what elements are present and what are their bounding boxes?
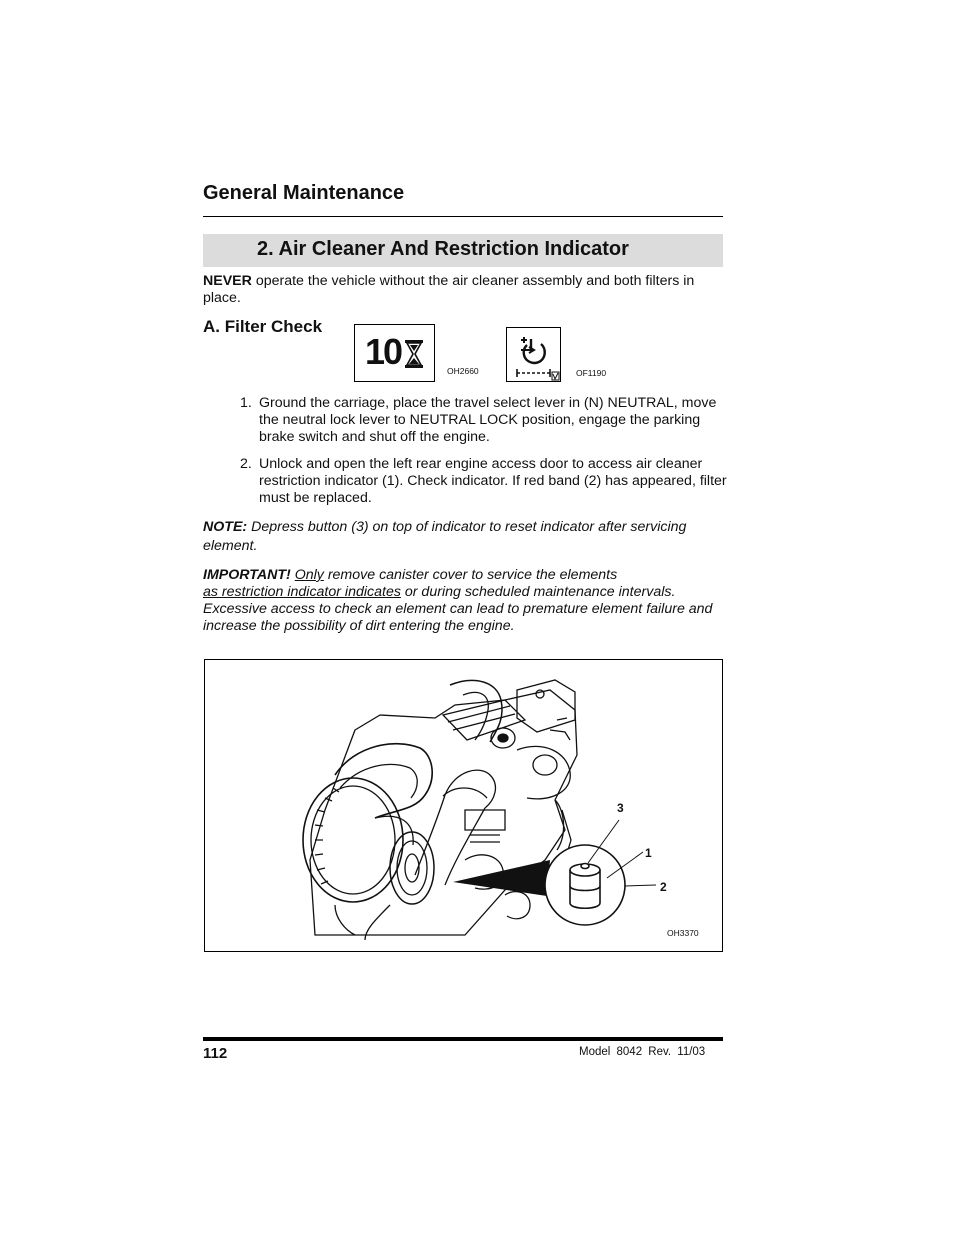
callout-1: 1: [645, 846, 652, 860]
section-divider: [203, 216, 723, 217]
model-revision: Model 8042 Rev. 11/03: [579, 1046, 706, 1058]
page-title: 2. Air Cleaner And Restriction Indicator: [257, 238, 629, 260]
step-text: Unlock and open the left rear engine access door to access air cleaner restriction indicator (1). Check indicator. If red band (2) has appeared, filter must be replaced.: [259, 456, 727, 506]
icon-code-of1190: OF1190: [576, 368, 607, 378]
important-text-2: or during scheduled maintenance intervals. Excessive access to check an element can lead to premature element failure and increase the possibility of dirt entering the engine.: [203, 584, 713, 634]
important-label: IMPORTANT!: [203, 567, 291, 583]
important-paragraph: [203, 567, 725, 635]
note-text: Depress button (3) on top of indicator to reset indicator after servicing element.: [203, 519, 687, 554]
callout-2: 2: [660, 880, 667, 894]
list-item: [240, 456, 729, 507]
hourglass-icon: [404, 339, 424, 369]
important-text-1: remove canister cover to service the elements: [323, 567, 618, 583]
list-item: [240, 395, 729, 446]
air-filter-indicator-icon: [506, 327, 561, 382]
subheading-filter-check: A. Filter Check: [203, 317, 323, 336]
figure-code: OH3370: [667, 928, 699, 938]
note-paragraph: [203, 518, 725, 556]
interval-hours-label: 10: [365, 331, 402, 372]
never-label: NEVER: [203, 273, 252, 289]
step-number: 2.: [240, 456, 252, 472]
page-number: 112: [203, 1045, 228, 1062]
engine-illustration: [205, 660, 722, 951]
section-title: General Maintenance: [203, 182, 405, 204]
important-only: Only: [294, 567, 324, 583]
warning-text: operate the vehicle without the air cleaner assembly and both filters in place.: [203, 273, 695, 306]
note-label: NOTE:: [203, 519, 248, 535]
hourglass-interval-icon: [354, 324, 435, 382]
footer-rule: [203, 1037, 723, 1041]
step-text: Ground the carriage, place the travel select lever in (N) NEUTRAL, move the neutral lock lever to NEUTRAL LOCK position, engage the parking brake switch and shut off the engine.: [259, 395, 717, 445]
engine-figure: [204, 659, 723, 952]
important-underlined: as restriction indicator indicates: [203, 584, 401, 600]
step-number: 1.: [240, 395, 252, 411]
filter-restriction-icon: [507, 328, 560, 381]
callout-3: 3: [617, 801, 624, 815]
icon-code-oh2660: OH2660: [447, 366, 479, 376]
warning-paragraph: [203, 273, 725, 307]
